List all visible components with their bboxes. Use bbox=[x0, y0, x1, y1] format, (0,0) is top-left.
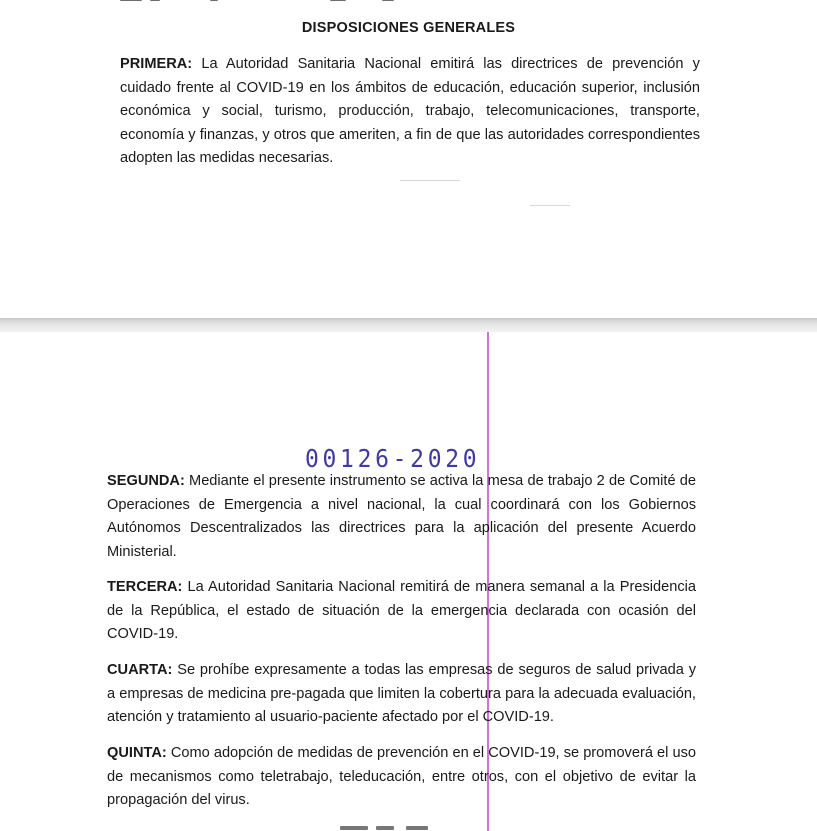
disposition-text: Mediante el presente instrumento se activa la mesa de trabajo 2 de Comité de Operaciones de Emergencia a nivel nacional, la cual coordinará con los Gobiernos Autónomos Descentralizados las directrices para la aplicación del presente Acuerdo Ministerial. bbox=[107, 473, 696, 560]
cropped-text-fragment bbox=[340, 826, 460, 831]
document-number-stamp: 00126-2020 bbox=[305, 444, 481, 473]
disposition-tercera bbox=[107, 576, 696, 647]
disposition-cuarta bbox=[107, 659, 696, 730]
cropped-text-fragment bbox=[120, 0, 420, 2]
document-page-top bbox=[0, 0, 817, 318]
disposition-text: La Autoridad Sanitaria Nacional emitirá las directrices de prevención y cuidado frente al COVID-19 en los ámbitos de educación, educación superior, inclusión económica y social, turismo, producción, trabajo, telecomunicaciones, transporte, economía y finanzas, y otros que ameriten, a fin de que las autoridades correspondientes adopten las medidas necesarias. bbox=[120, 56, 700, 166]
disposition-text: Como adopción de medidas de prevención en el COVID-19, se promoverá el uso de mecanismos como teletrabajo, teleducación, entre otros, con el objetivo de evitar la propagación del virus. bbox=[107, 745, 696, 808]
disposition-label: CUARTA: bbox=[107, 662, 173, 678]
disposition-segunda bbox=[107, 470, 696, 564]
disposition-label: PRIMERA: bbox=[120, 56, 193, 72]
disposition-primera bbox=[120, 53, 700, 171]
disposition-text: Se prohíbe expresamente a todas las empresas de seguros de salud privada y a empresas de medicina pre-pagada que limiten la cobertura para la adecuada evaluación, atención y tratamiento al usuario-paciente afectado por el COVID-19. bbox=[107, 662, 697, 725]
section-title: DISPOSICIONES GENERALES bbox=[301, 20, 516, 36]
disposition-label: QUINTA: bbox=[107, 745, 167, 761]
disposition-label: SEGUNDA: bbox=[107, 473, 185, 489]
disposition-text: La Autoridad Sanitaria Nacional remitirá de manera semanal a la Presidencia de la República, el estado de situación de la emergencia declarada con ocasión del COVID-19. bbox=[107, 579, 696, 642]
disposition-quinta bbox=[107, 742, 696, 813]
disposition-label: TERCERA: bbox=[107, 579, 183, 595]
page-separator bbox=[0, 318, 817, 332]
